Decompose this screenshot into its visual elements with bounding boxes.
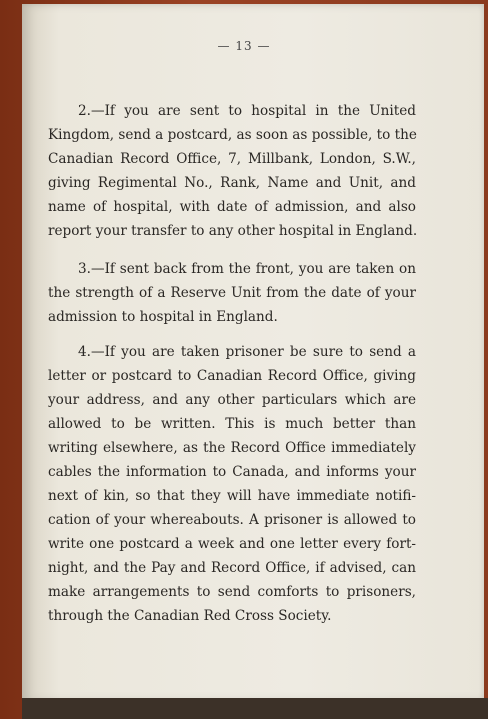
text-line: cation of your whereabouts. A prisoner is allowed to <box>48 512 416 528</box>
text-line: 3.—If sent back from the front, you are taken on <box>78 261 416 277</box>
page-number: — 13 — <box>217 39 271 53</box>
text-line: next of kin, so that they will have immediate notifi- <box>48 488 416 504</box>
text-line: allowed to be written. This is much better than <box>48 416 416 432</box>
text-line: make arrangements to send comforts to prisoners, <box>48 584 416 600</box>
text-line: Canadian Record Office, 7, Millbank, London, S.W., <box>48 151 416 167</box>
text-line: letter or postcard to Canadian Record Office, giving <box>48 368 416 384</box>
text-line: write one postcard a week and one letter every fort- <box>48 536 416 552</box>
text-line: through the Canadian Red Cross Society. <box>48 608 332 624</box>
page-edge-shadow <box>22 698 488 719</box>
text-line: admission to hospital in England. <box>48 309 278 325</box>
paragraph-3 <box>48 257 416 329</box>
text-line: the strength of a Reserve Unit from the date of your <box>48 285 416 301</box>
text-line: Kingdom, send a postcard, as soon as possible, to the <box>48 127 417 143</box>
text-line: 2.—If you are sent to hospital in the United <box>78 103 416 119</box>
paragraph-2 <box>48 99 416 243</box>
text-line: cables the information to Canada, and informs your <box>48 464 416 480</box>
text-line: name of hospital, with date of admission, and also <box>48 199 416 215</box>
text-line: 4.—If you are taken prisoner be sure to send a <box>78 344 416 360</box>
text-line: report your transfer to any other hospital in England. <box>48 223 418 239</box>
paragraph-4 <box>48 340 416 628</box>
text-line: writing elsewhere, as the Record Office immediately <box>48 440 416 456</box>
text-line: giving Regimental No., Rank, Name and Unit, and <box>48 175 416 191</box>
text-line: night, and the Pay and Record Office, if advised, can <box>48 560 416 576</box>
text-line: your address, and any other particulars which are <box>48 392 416 408</box>
